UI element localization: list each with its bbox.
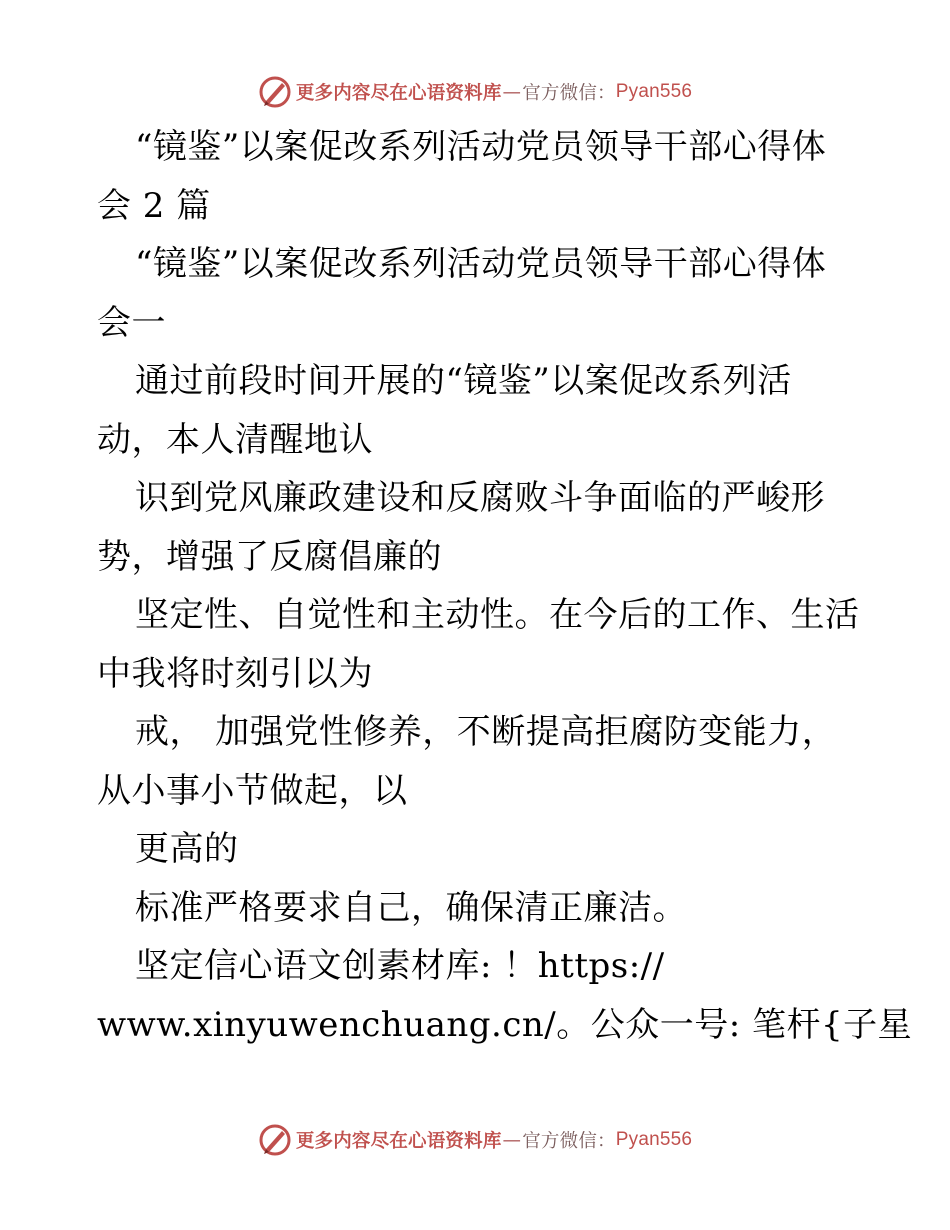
paragraph-line: 势，增强了反腐倡廉的	[97, 536, 442, 577]
banner-dash: —	[502, 1129, 522, 1151]
footer-banner	[0, 1120, 950, 1160]
paragraph-line: 更高的	[135, 829, 239, 869]
banner-wechat-id: Pyan556	[615, 81, 693, 102]
paragraph-line: 戒， 加强党性修养，不断提高拒腐防变能力，	[135, 712, 837, 752]
document-body	[97, 118, 913, 1054]
pen-logo-icon	[258, 75, 292, 109]
banner-wechat-label: 官方微信：	[522, 83, 616, 104]
title-line-1: “镜鉴”以案促改系列活动党员领导干部心得体	[135, 127, 827, 167]
subtitle-line-1: “镜鉴”以案促改系列活动党员领导干部心得体	[135, 244, 827, 284]
banner-main-text: 更多内容尽在心语资料库	[295, 83, 502, 104]
paragraph-line: 坚定性、自觉性和主动性。在今后的工作、生活	[135, 595, 860, 635]
banner-text	[296, 1127, 692, 1153]
source-line: 坚定信心语文创素材库: ！https://	[135, 946, 665, 986]
source-url-line: www.xinyuwenchuang.cn/。公众一号: 笔杆{子星	[97, 1004, 913, 1045]
paragraph-line: 从小事小节做起，以	[97, 770, 408, 811]
banner-text	[296, 79, 692, 105]
banner-wechat-id: Pyan556	[615, 1129, 693, 1150]
pen-logo-icon	[258, 1123, 292, 1157]
banner-wechat-label: 官方微信：	[522, 1131, 616, 1152]
paragraph-line: 通过前段时间开展的“镜鉴”以案促改系列活	[135, 361, 792, 401]
header-banner	[0, 72, 950, 112]
paragraph-line: 中我将时刻引以为	[97, 653, 373, 694]
paragraph-line: 动，本人清醒地认	[97, 419, 373, 460]
subtitle-line-2: 会一	[97, 302, 166, 343]
banner-main-text: 更多内容尽在心语资料库	[295, 1131, 502, 1152]
paragraph-line: 标准严格要求自己，确保清正廉洁。	[135, 887, 687, 928]
paragraph-line: 识到党风廉政建设和反腐败斗争面临的严峻形	[135, 478, 825, 518]
title-line-2: 会 2 篇	[97, 185, 211, 226]
banner-dash: —	[502, 81, 522, 103]
